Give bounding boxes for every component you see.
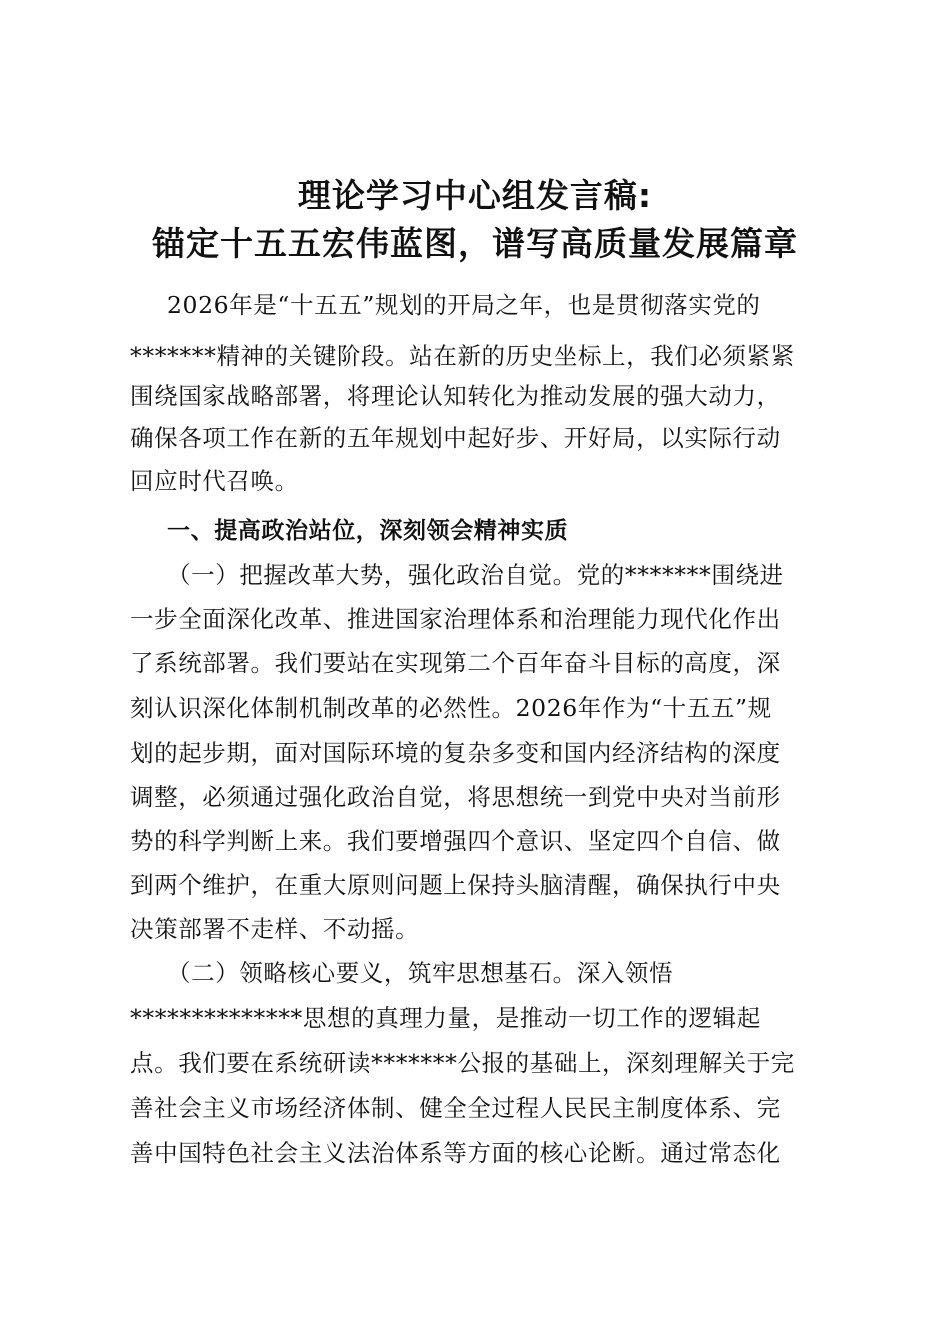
- paragraph-line: 一步全面深化改革、推进国家治理体系和治理能力现代化作出: [130, 605, 781, 633]
- paragraph-line: （二）领略核心要义，筑牢思想基石。深入领悟: [167, 959, 674, 987]
- paragraph-line: 到两个维护，在重大原则问题上保持头脑清醒，确保执行中央: [130, 871, 781, 899]
- paragraph-line: 调整，必须通过强化政治自觉，将思想统一到党中央对当前形: [130, 783, 781, 811]
- section-heading: 一、提高政治站位，深刻领会精神实质: [167, 518, 569, 544]
- document-title-line-2: 锚定十五五宏伟蓝图，谱写高质量发展篇章: [152, 224, 798, 263]
- paragraph-line: 围绕国家战略部署，将理论认知转化为推动发展的强大动力，: [130, 382, 781, 410]
- paragraph-line: 2026年是“十五五”规划的开局之年，也是贯彻落实党的: [167, 291, 761, 319]
- paragraph-line: 决策部署不走样、不动摇。: [130, 915, 420, 943]
- paragraph-line: 势的科学判断上来。我们要增强四个意识、坚定四个自信、做: [130, 827, 781, 855]
- paragraph-line: 善社会主义市场经济体制、健全全过程人民民主制度体系、完: [130, 1094, 781, 1122]
- paragraph-line: 确保各项工作在新的五年规划中起好步、开好局，以实际行动: [130, 424, 781, 452]
- paragraph-line: 刻认识深化体制机制改革的必然性。2026年作为“十五五”规: [130, 694, 772, 722]
- paragraph-line: 点。我们要在系统研读*******公报的基础上，深刻理解关于完: [130, 1049, 795, 1077]
- paragraph-line: **************思想的真理力量，是推动一切工作的逻辑起: [130, 1004, 761, 1032]
- paragraph-line: （一）把握改革大势，强化政治自觉。党的*******围绕进: [167, 561, 784, 589]
- document-title-line-1: 理论学习中心组发言稿:: [297, 176, 653, 215]
- paragraph-line: 回应时代召唤。: [130, 467, 299, 495]
- paragraph-line: 善中国特色社会主义法治体系等方面的核心论断。通过常态化: [130, 1139, 781, 1167]
- paragraph-line: 划的起步期，面对国际环境的复杂多变和国内经济结构的深度: [130, 739, 781, 767]
- paragraph-line: *******精神的关键阶段。站在新的历史坐标上，我们必须紧紧: [130, 342, 795, 370]
- paragraph-line: 了系统部署。我们要站在实现第二个百年奋斗目标的高度，深: [130, 649, 781, 677]
